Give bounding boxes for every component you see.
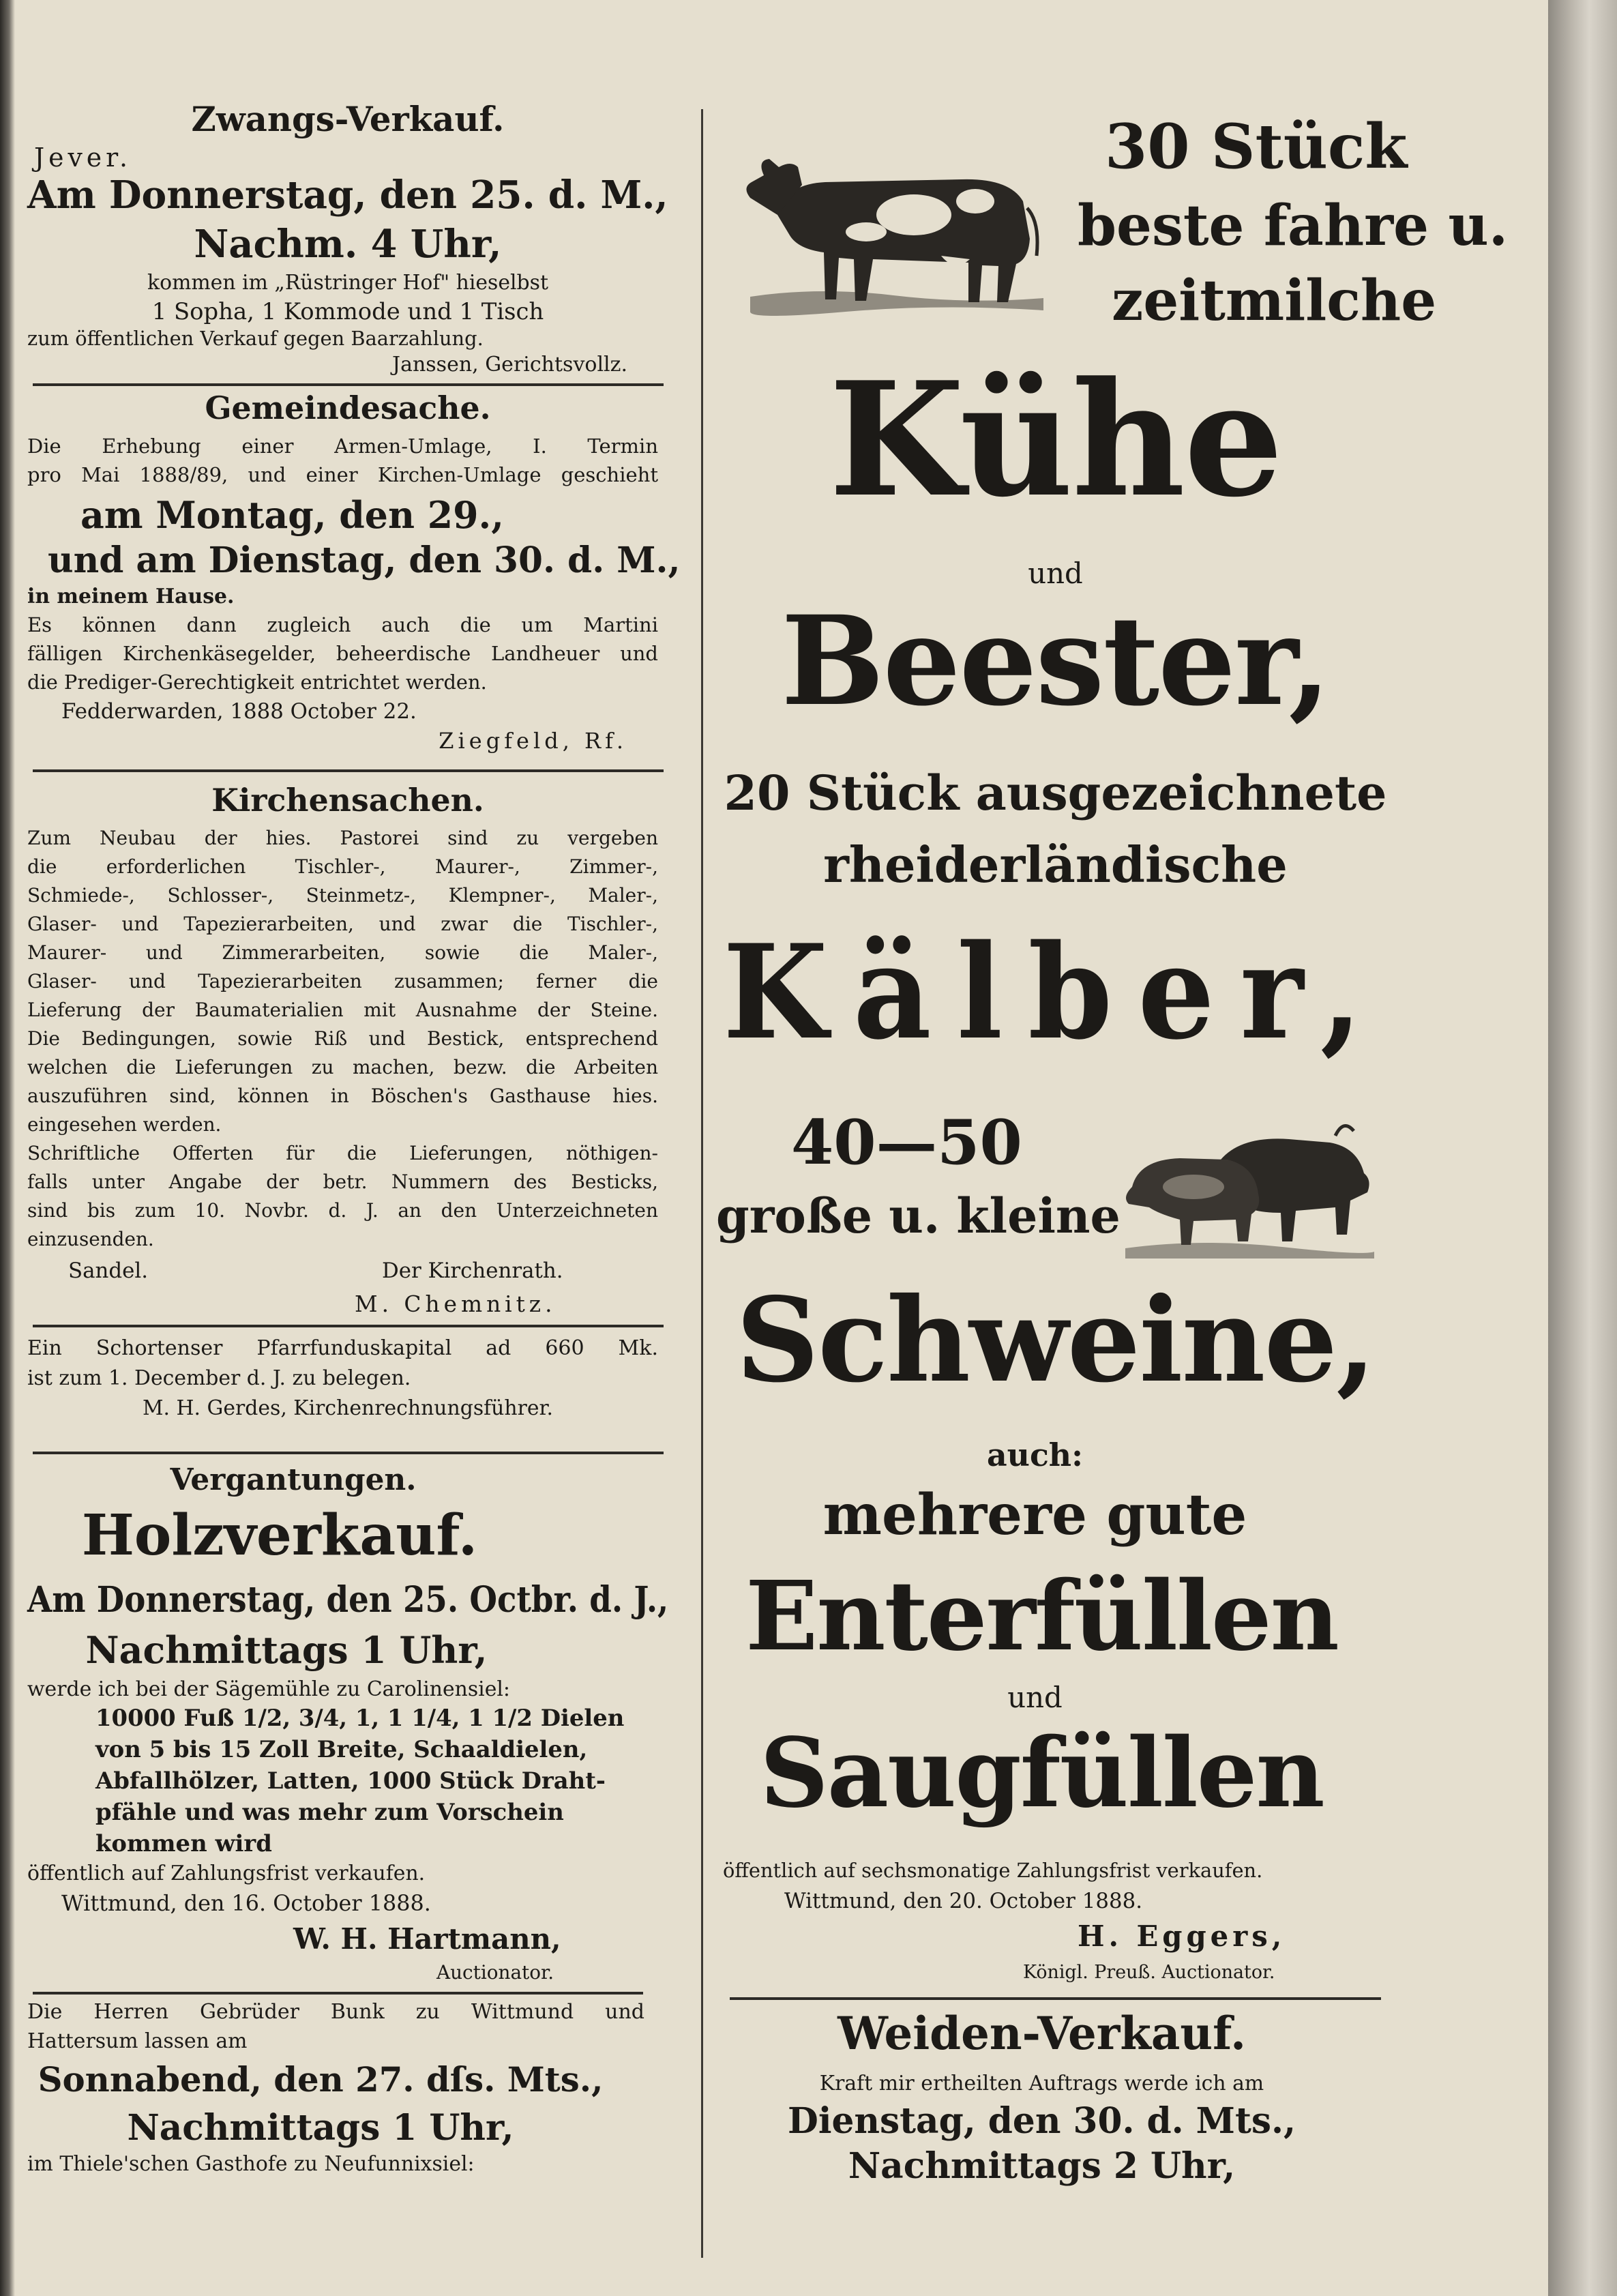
left-column [27, 0, 681, 2296]
gemeinde-line-5: die Prediger-Gerechtigkeit entrichtet werden. [27, 671, 487, 694]
zwang-title: Zwangs-Verkauf. [191, 99, 505, 139]
kirchen-line-15: einzusenden. [27, 1228, 154, 1250]
holz-line-8: Wittmund, den 16. October 1888. [61, 1890, 431, 1916]
kirchen-line-7: Lieferung der Baumaterialien mit Ausnahme der Steine. [27, 999, 658, 1021]
kaelber-word: Kälber, [723, 916, 1388, 1068]
kirchen-sig-name: M. Chemnitz. [355, 1291, 557, 1317]
kirchen-line-5: Maurer- und Zimmerarbeiten, sowie die Maler-, [27, 941, 658, 964]
sale-dateline: Wittmund, den 20. October 1888. [784, 1889, 1143, 1913]
holz-line-4: Abfallhölzer, Latten, 1000 Stück Draht- [95, 1767, 606, 1795]
kirchen-title: Kirchensachen. [211, 782, 484, 819]
holz-line-2: 10000 Fuß 1/2, 3/4, 1, 1 1/4, 1 1/2 Dielen [95, 1705, 625, 1732]
gemeinde-place: in meinem Hause. [27, 585, 235, 608]
gemeinde-line-2: pro Mai 1888/89, und einer Kirchen-Umlage geschieht [27, 463, 658, 486]
holz-line-3: von 5 bis 15 Zoll Breite, Schaaldielen, [95, 1736, 588, 1763]
holz-line-6: kommen wird [95, 1830, 272, 1857]
range-line: 40—50 [791, 1106, 1022, 1179]
holz-date: Am Donnerstag, den 25. Octbr. d. J., [27, 1579, 669, 1621]
page-edge [1548, 0, 1617, 2296]
gemeinde-line-3: Es können dann zugleich auch die um Martini [27, 613, 658, 636]
auch-line: auch: [987, 1437, 1083, 1473]
sale-line: öffentlich auf sechsmonatige Zahlungsfrist verkaufen. [723, 1859, 1263, 1882]
zwang-signature: Janssen, Gerichtsvollz. [392, 353, 627, 377]
holz-title: Holzverkauf. [81, 1503, 478, 1568]
kirchen-line-4: Glaser- und Tapezierarbeiten, und zwar die Tischler-, [27, 913, 658, 935]
holz-line-7: öffentlich auf Zahlungsfrist verkaufen. [27, 1861, 426, 1885]
kirchen-line-9: welchen die Lieferungen zu machen, bezw. die Arbeiten [27, 1056, 658, 1078]
pig-illustration-icon [1118, 1112, 1378, 1259]
weiden-line: Kraft mir ertheilten Auftrags werde ich am [819, 2072, 1264, 2095]
line-20-stueck: 20 Stück ausgezeichnete [724, 765, 1387, 821]
bunk-line-1: Die Herren Gebrüder Bunk zu Wittmund und [27, 2000, 644, 2024]
eggers-role: Königl. Preuß. Auctionator. [1023, 1962, 1275, 1983]
kirchen-line-13: falls unter Angabe der betr. Nummern des Besticks, [27, 1171, 658, 1193]
bunk-last: im Thiele'schen Gasthofe zu Neufunnixsiel: [27, 2152, 475, 2176]
kirchen-line-3: Schmiede-, Schlosser-, Steinmetz-, Klempner-, Maler-, [27, 884, 658, 907]
gemeinde-line-6: Fedderwarden, 1888 October 22. [61, 699, 417, 724]
grosse-kleine-line: große u. kleine [716, 1188, 1121, 1244]
kirchen-line-6: Glaser- und Tapezierarbeiten zusammen; ferner die [27, 970, 658, 992]
headline-2: beste fahre u. [1078, 193, 1509, 259]
divider-rule [33, 1325, 664, 1327]
kirchen-line-10: auszuführen sind, können in Böschen's Gasthause hies. [27, 1085, 658, 1107]
zwang-place: Jever. [34, 143, 132, 173]
gemeinde-date-2: und am Dienstag, den 30. d. M., [48, 540, 681, 581]
zwang-date: Am Donnerstag, den 25. d. M., [27, 173, 668, 218]
holz-line-5: pfähle und was mehr zum Vorschein [95, 1799, 564, 1826]
kirchen-line-14: sind bis zum 10. Novbr. d. J. an den Unterzeichneten [27, 1199, 658, 1222]
gemeinde-title: Gemeindesache. [205, 389, 491, 426]
eggers-signature: H. Eggers, [1078, 1919, 1286, 1953]
headline-3: zeitmilche [1112, 268, 1437, 334]
divider-rule [33, 1992, 643, 1995]
page-gutter-shadow [0, 0, 15, 2296]
gemeinde-date-1: am Montag, den 29., [80, 493, 504, 537]
weiden-time: Nachmittags 2 Uhr, [848, 2145, 1236, 2187]
bunk-line-2: Hattersum lassen am [27, 2029, 248, 2053]
kirchen-line-8: Die Bedingungen, sowie Riß und Bestick, entsprechend [27, 1027, 658, 1050]
bunk-date: Sonnabend, den 27. dſs. Mts., [38, 2059, 604, 2100]
saugfuellen-word: Saugfüllen [760, 1718, 1324, 1829]
kuehe-word: Kühe [829, 348, 1282, 532]
cow-illustration-icon [737, 119, 1050, 327]
divider-rule [33, 769, 664, 772]
holz-section: Vergantungen. [170, 1462, 417, 1497]
und-2: und [1007, 1681, 1063, 1714]
pfarr-line-2: ist zum 1. December d. J. zu belegen. [27, 1366, 411, 1390]
pfarr-signature: M. H. Gerdes, Kirchenrechnungsführer. [142, 1396, 554, 1420]
bunk-time: Nachmittags 1 Uhr, [127, 2107, 514, 2149]
divider-rule [730, 1997, 1381, 2000]
holz-role: Auctionator. [436, 1961, 554, 1984]
divider-rule [33, 1452, 664, 1454]
zwang-line-1: kommen im „Rüstringer Hof" hieselbst [147, 271, 548, 295]
headline-1: 30 Stück [1105, 111, 1408, 183]
zwang-line-3: zum öffentlichen Verkauf gegen Baarzahlung. [27, 327, 484, 350]
rheider-line: rheiderländische [823, 836, 1288, 894]
kirchen-line-2: die erforderlichen Tischler-, Maurer-, Zimmer-, [27, 855, 658, 878]
kirchen-sig-left: Sandel. [68, 1259, 149, 1283]
zwang-line-2: 1 Sopha, 1 Kommode und 1 Tisch [151, 298, 544, 325]
schweine-word: Schweine, [735, 1272, 1376, 1409]
kirchen-line-1: Zum Neubau der hies. Pastorei sind zu vergeben [27, 827, 658, 849]
divider-rule [33, 383, 664, 386]
gemeinde-line-4: fälligen Kirchenkäsegelder, beheerdische Landheuer und [27, 642, 658, 665]
pfarr-line-1: Ein Schortenser Pfarrfunduskapital ad 660 Mk. [27, 1336, 658, 1360]
enterfuellen-word: Enterfüllen [745, 1561, 1338, 1673]
column-divider [701, 109, 703, 2258]
gemeinde-line-1: Die Erhebung einer Armen-Umlage, I. Termin [27, 435, 658, 458]
holz-signature: W. H. Hartmann, [293, 1922, 561, 1956]
weiden-title: Weiden-Verkauf. [837, 2007, 1246, 2060]
mehrere-line: mehrere gute [822, 1482, 1247, 1548]
und-1: und [1028, 557, 1083, 590]
kirchen-line-11: eingesehen werden. [27, 1113, 222, 1136]
weiden-date: Dienstag, den 30. d. Mts., [787, 2100, 1296, 2142]
kirchen-line-12: Schriftliche Offerten für die Lieferungen, nöthigen- [27, 1142, 658, 1164]
holz-line-1: werde ich bei der Sägemühle zu Carolinensiel: [27, 1677, 510, 1701]
beester-word: Beester, [781, 589, 1330, 733]
gemeinde-signature: Ziegfeld, Rf. [439, 728, 627, 754]
kirchen-sig-right: Der Kirchenrath. [382, 1259, 563, 1283]
holz-time: Nachmittags 1 Uhr, [85, 1628, 488, 1672]
zwang-time: Nachm. 4 Uhr, [194, 222, 502, 267]
